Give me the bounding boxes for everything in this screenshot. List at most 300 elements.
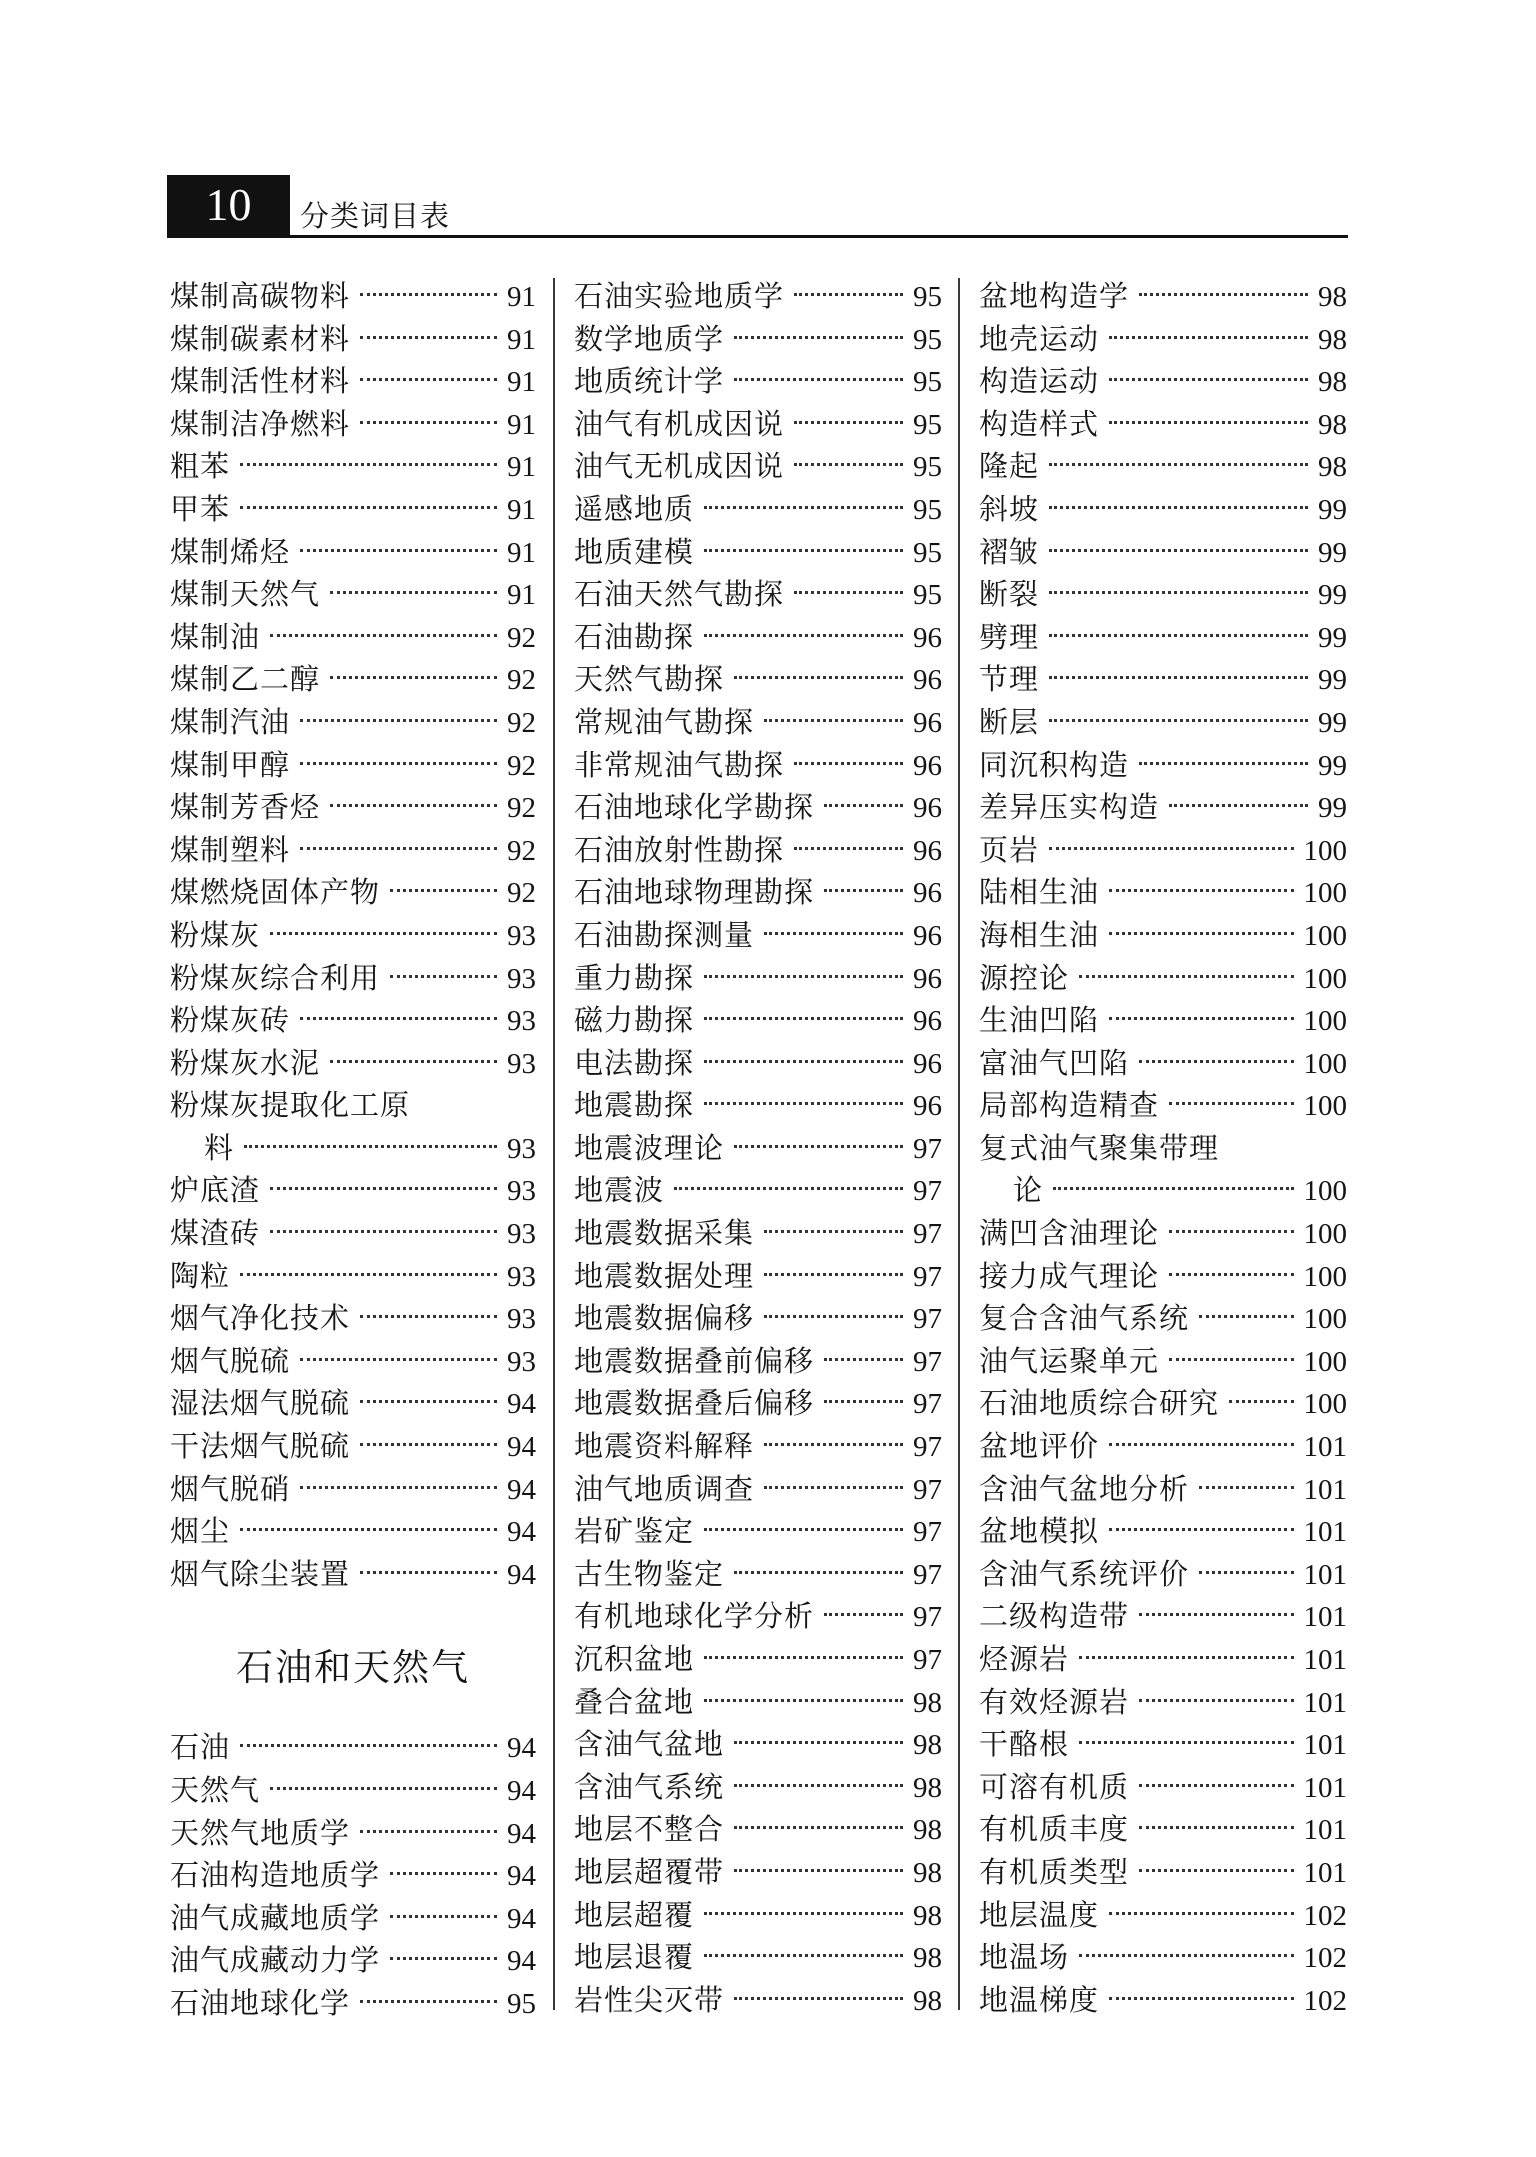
entry-page: 97 <box>913 1388 942 1421</box>
entry <box>170 1468 536 1511</box>
entry-page: 98 <box>913 1942 942 1975</box>
entry <box>574 1212 942 1255</box>
dot-leader <box>270 932 497 935</box>
dot-leader <box>240 463 497 466</box>
dot-leader <box>360 1830 497 1833</box>
dot-leader <box>330 804 497 807</box>
entry-term: 地震波理论 <box>574 1130 725 1165</box>
entry <box>979 616 1347 659</box>
entry <box>979 701 1347 744</box>
page-number: 10 <box>205 179 252 230</box>
dot-leader <box>300 762 497 765</box>
entry <box>574 1851 942 1894</box>
entry-page: 91 <box>507 451 536 484</box>
entry <box>574 275 942 318</box>
dot-leader <box>390 1915 497 1918</box>
entry-page: 98 <box>913 1814 942 1847</box>
entry <box>170 1425 536 1468</box>
entry-term: 烟尘 <box>170 1514 231 1549</box>
entry-term: 盆地构造学 <box>979 279 1130 313</box>
entry-term: 地震数据偏移 <box>574 1301 755 1336</box>
entry-page: 93 <box>507 1345 536 1378</box>
dot-leader <box>704 1912 903 1915</box>
entry <box>979 786 1347 829</box>
dot-leader <box>1169 1230 1293 1233</box>
entry <box>170 1812 536 1855</box>
entry-term: 油气成藏动力学 <box>170 1943 381 1978</box>
entry-term: 烟气净化技术 <box>170 1301 351 1336</box>
entry-term: 非常规油气勘探 <box>574 747 785 782</box>
dot-leader <box>764 1230 903 1233</box>
entry-page: 93 <box>507 1132 536 1165</box>
entry <box>979 1851 1347 1894</box>
entry-term: 地层退覆 <box>574 1940 695 1975</box>
dot-leader <box>1049 634 1308 637</box>
entry <box>574 658 942 701</box>
entry-term-line: 复式油气聚集带理 <box>979 1130 1220 1165</box>
dot-leader <box>704 1528 903 1531</box>
entry-term: 煤制高碳物料 <box>170 279 351 313</box>
entry-page: 91 <box>507 323 536 356</box>
dot-leader <box>1049 719 1308 722</box>
entry-page: 95 <box>913 408 942 441</box>
entry-page: 92 <box>507 664 536 697</box>
entry <box>170 531 536 574</box>
entry-term: 天然气 <box>170 1773 261 1807</box>
entry-term: 烟气脱硝 <box>170 1471 291 1506</box>
entry-page: 96 <box>913 962 942 995</box>
dot-leader <box>330 591 497 594</box>
entry-page: 97 <box>913 1345 942 1378</box>
entry-term: 地温场 <box>979 1940 1070 1975</box>
dot-leader <box>824 1613 903 1616</box>
entry-term: 论 <box>1013 1173 1044 1208</box>
entry-page: 101 <box>1303 1644 1347 1676</box>
dot-leader <box>1109 378 1308 381</box>
entry-term: 烃源岩 <box>979 1642 1070 1676</box>
dot-leader <box>1139 1699 1293 1702</box>
wrapped-entry <box>170 1084 536 1169</box>
entry-page: 96 <box>913 1005 942 1038</box>
entry-term: 地层不整合 <box>574 1812 725 1847</box>
entry <box>979 1766 1347 1809</box>
dot-leader <box>794 762 903 765</box>
dot-leader <box>1199 1486 1293 1489</box>
entry-term: 煤制汽油 <box>170 704 291 739</box>
dot-leader <box>1049 676 1308 679</box>
entry-term: 含油气系统评价 <box>979 1556 1190 1591</box>
entry <box>170 1939 536 1982</box>
dot-leader <box>240 1528 497 1531</box>
entry-page: 102 <box>1303 1984 1347 2017</box>
entry <box>170 1897 536 1940</box>
entry <box>979 1340 1347 1383</box>
entry <box>170 744 536 787</box>
entry-term: 有机质类型 <box>979 1854 1130 1889</box>
dot-leader <box>794 591 903 594</box>
entry-term: 常规油气勘探 <box>574 704 755 739</box>
entry <box>574 1468 942 1511</box>
entry-term: 油气运聚单元 <box>979 1343 1160 1378</box>
entry-term: 盆地评价 <box>979 1429 1100 1464</box>
entry-page: 95 <box>913 281 942 313</box>
entry-page: 98 <box>1318 366 1347 399</box>
entry-term: 粗苯 <box>170 449 231 484</box>
entry <box>574 1042 942 1085</box>
entry-term: 地震数据叠前偏移 <box>574 1343 815 1378</box>
entry <box>574 318 942 361</box>
entry-term: 有机地球化学分析 <box>574 1599 815 1634</box>
entry <box>170 1553 536 1596</box>
entry-term: 石油放射性勘探 <box>574 832 785 867</box>
entry-page: 94 <box>507 1902 536 1935</box>
entry-term: 复合含油气系统 <box>979 1301 1190 1336</box>
entry-page: 98 <box>1318 408 1347 441</box>
entry <box>979 999 1347 1042</box>
entry <box>979 1638 1347 1681</box>
entry-page: 101 <box>1303 1473 1347 1506</box>
entry-page: 94 <box>507 1516 536 1549</box>
entry-term: 差异压实构造 <box>979 790 1160 825</box>
entry-page: 99 <box>1318 621 1347 654</box>
dot-leader <box>1109 1912 1293 1915</box>
dot-leader <box>704 1656 903 1659</box>
entry-page: 97 <box>913 1303 942 1336</box>
entry-page: 99 <box>1318 664 1347 697</box>
dot-leader <box>270 1230 497 1233</box>
entry-page: 93 <box>507 1047 536 1080</box>
entry-term: 有机质丰度 <box>979 1812 1130 1847</box>
entry-term: 料 <box>204 1130 235 1165</box>
entry-term: 石油地球化学勘探 <box>574 790 815 825</box>
entry-term: 断层 <box>979 704 1040 739</box>
dot-leader <box>300 719 497 722</box>
entry-page: 93 <box>507 962 536 995</box>
entry <box>979 914 1347 957</box>
entry-page: 98 <box>913 1856 942 1889</box>
entry <box>170 445 536 488</box>
dot-leader <box>360 2000 497 2003</box>
entry <box>170 318 536 361</box>
entry <box>979 1169 1347 1212</box>
entry <box>979 1510 1347 1553</box>
entry-page: 95 <box>913 536 942 569</box>
entry-page: 96 <box>913 834 942 867</box>
dot-leader <box>1139 1784 1293 1787</box>
entry <box>170 829 536 872</box>
entry <box>574 786 942 829</box>
entry <box>574 1255 942 1298</box>
entry-term: 遥感地质 <box>574 491 695 526</box>
entry-page: 98 <box>1318 281 1347 313</box>
dot-leader <box>360 1315 497 1318</box>
entry <box>574 957 942 1000</box>
entry-page: 97 <box>913 1473 942 1506</box>
dot-leader <box>1169 804 1308 807</box>
entry-page: 99 <box>1318 493 1347 526</box>
entry-page: 99 <box>1318 749 1347 782</box>
dot-leader <box>704 549 903 552</box>
entry <box>170 786 536 829</box>
dot-leader <box>360 336 497 339</box>
entry-term: 石油地质综合研究 <box>979 1386 1220 1421</box>
entry-page: 100 <box>1303 1303 1347 1336</box>
entry <box>574 1681 942 1724</box>
dot-leader <box>360 1571 497 1574</box>
entry-page: 96 <box>913 1047 942 1080</box>
dot-leader <box>704 506 903 509</box>
entry-term: 富油气凹陷 <box>979 1045 1130 1080</box>
entry-term: 地层温度 <box>979 1897 1100 1932</box>
entry-list <box>979 1212 1347 2021</box>
dot-leader <box>360 378 497 381</box>
entry-page: 94 <box>507 1558 536 1591</box>
dot-leader <box>1079 1656 1293 1659</box>
wrapped-entry <box>979 1127 1347 1212</box>
entry <box>170 999 536 1042</box>
entry <box>979 957 1347 1000</box>
entry <box>170 1255 536 1298</box>
entry-term: 磁力勘探 <box>574 1003 695 1038</box>
entry-page: 100 <box>1303 1260 1347 1293</box>
dot-leader <box>704 1954 903 1957</box>
dot-leader <box>824 1400 903 1403</box>
dot-leader <box>390 1957 497 1960</box>
entry-term: 重力勘探 <box>574 960 695 995</box>
entry-list <box>979 275 1347 1127</box>
entry-term: 地震数据采集 <box>574 1216 755 1251</box>
dot-leader <box>1169 1358 1293 1361</box>
entry-term: 煤制烯烃 <box>170 534 291 569</box>
entry <box>574 1936 942 1979</box>
dot-leader <box>704 634 903 637</box>
entry <box>979 1681 1347 1724</box>
entry-page: 94 <box>507 1732 536 1765</box>
entry <box>574 616 942 659</box>
entry-term: 地层超覆 <box>574 1897 695 1932</box>
entry-page: 101 <box>1303 1601 1347 1634</box>
entry-term: 石油地球化学 <box>170 1985 351 2020</box>
entry <box>574 1169 942 1212</box>
dot-leader <box>360 421 497 424</box>
entry-term: 同沉积构造 <box>979 747 1130 782</box>
dot-leader <box>824 1358 903 1361</box>
entry-term: 湿法烟气脱硫 <box>170 1386 351 1421</box>
entry <box>979 1595 1347 1638</box>
entry-page: 94 <box>507 1473 536 1506</box>
entry-page: 97 <box>913 1431 942 1464</box>
entry <box>170 1854 536 1897</box>
entry-page: 96 <box>913 877 942 910</box>
dot-leader <box>300 549 497 552</box>
entry-page: 98 <box>913 1771 942 1804</box>
entry-page: 92 <box>507 834 536 867</box>
entry-term: 粉煤灰砖 <box>170 1003 291 1038</box>
entry <box>979 275 1347 318</box>
dot-leader <box>330 1060 497 1063</box>
entry-page: 94 <box>507 1388 536 1421</box>
entry-page: 102 <box>1303 1899 1347 1932</box>
entry-page: 101 <box>1303 1516 1347 1549</box>
entry-page: 100 <box>1303 1005 1347 1038</box>
entry-page: 100 <box>1303 1388 1347 1421</box>
dot-leader <box>300 1017 497 1020</box>
entry-term: 煤制碳素材料 <box>170 321 351 356</box>
entry-term: 煤制塑料 <box>170 832 291 867</box>
entry-term: 煤制洁净燃料 <box>170 406 351 441</box>
entry-term: 含油气系统 <box>574 1769 725 1804</box>
entry <box>170 1382 536 1425</box>
dot-leader <box>704 975 903 978</box>
entry <box>979 1723 1347 1766</box>
entry-term: 干酪根 <box>979 1727 1070 1762</box>
entry <box>574 488 942 531</box>
entry-term: 盆地模拟 <box>979 1514 1100 1549</box>
entry-page: 102 <box>1303 1942 1347 1975</box>
entry <box>979 1382 1347 1425</box>
dot-leader <box>824 804 903 807</box>
entry-term: 油气地质调查 <box>574 1471 755 1506</box>
entry-term: 粉煤灰 <box>170 917 261 952</box>
entry-term: 煤制乙二醇 <box>170 662 321 697</box>
entry <box>574 1766 942 1809</box>
entry-page: 97 <box>913 1175 942 1208</box>
entry-term: 含油气盆地 <box>574 1727 725 1762</box>
dot-leader <box>734 1869 903 1872</box>
dot-leader <box>360 1443 497 1446</box>
entry-page: 97 <box>913 1260 942 1293</box>
entry <box>170 1127 536 1170</box>
entry-term: 古生物鉴定 <box>574 1556 725 1591</box>
entry-page: 100 <box>1303 1218 1347 1251</box>
entry-term: 粉煤灰水泥 <box>170 1045 321 1080</box>
dot-leader <box>1139 762 1308 765</box>
dot-leader <box>794 847 903 850</box>
page-number-box <box>167 175 290 235</box>
entry <box>170 616 536 659</box>
entry <box>979 573 1347 616</box>
entry <box>574 403 942 446</box>
dot-leader <box>270 1787 497 1790</box>
entry-term: 地震资料解释 <box>574 1429 755 1464</box>
entry <box>574 871 942 914</box>
entry-term: 断裂 <box>979 577 1040 612</box>
dot-leader <box>1049 549 1308 552</box>
entry-page: 98 <box>913 1899 942 1932</box>
entry-page: 93 <box>507 1005 536 1038</box>
dot-leader <box>1079 975 1293 978</box>
entry-page: 98 <box>913 1984 942 2017</box>
entry <box>574 1894 942 1937</box>
entry-term: 石油勘探 <box>574 619 695 654</box>
dot-leader <box>244 1145 497 1148</box>
dot-leader <box>240 1273 497 1276</box>
entry-term: 劈理 <box>979 619 1040 654</box>
dot-leader <box>704 1699 903 1702</box>
entry-term: 陶粒 <box>170 1258 231 1293</box>
entry-page: 98 <box>1318 323 1347 356</box>
section-heading: 石油和天然气 <box>236 1646 470 1690</box>
entry-page: 99 <box>1318 536 1347 569</box>
entry-term: 干法烟气脱硫 <box>170 1429 351 1464</box>
dot-leader <box>794 421 903 424</box>
entry <box>574 445 942 488</box>
entry-term: 陆相生油 <box>979 875 1100 910</box>
entry-page: 96 <box>913 749 942 782</box>
entry-term: 甲苯 <box>170 491 231 526</box>
dot-leader <box>764 719 903 722</box>
entry-term: 构造样式 <box>979 406 1100 441</box>
entry-term: 生油凹陷 <box>979 1003 1100 1038</box>
dot-leader <box>1049 847 1293 850</box>
entry-page: 101 <box>1303 1431 1347 1464</box>
dot-leader <box>734 336 903 339</box>
dot-leader <box>390 889 497 892</box>
entry-term: 可溶有机质 <box>979 1769 1130 1804</box>
entry <box>979 1894 1347 1937</box>
dot-leader <box>270 634 497 637</box>
entry <box>574 1979 942 2022</box>
entry-page: 97 <box>913 1558 942 1591</box>
entry-page: 101 <box>1303 1771 1347 1804</box>
dot-leader <box>734 1997 903 2000</box>
entry-page: 91 <box>507 579 536 612</box>
dot-leader <box>1109 1017 1293 1020</box>
dot-leader <box>1109 1443 1293 1446</box>
dot-leader <box>300 1358 497 1361</box>
entry-page: 93 <box>507 1260 536 1293</box>
entry <box>979 1042 1347 1085</box>
entry-term: 地震数据叠后偏移 <box>574 1386 815 1421</box>
entry-term: 地震波 <box>574 1173 665 1208</box>
entry <box>170 1510 536 1553</box>
entry <box>979 488 1347 531</box>
entry-page: 91 <box>507 536 536 569</box>
column-2 <box>574 275 942 2021</box>
dot-leader <box>1109 889 1293 892</box>
entry-term: 页岩 <box>979 832 1040 867</box>
entry-term: 地壳运动 <box>979 321 1100 356</box>
entry-page: 100 <box>1303 834 1347 867</box>
dot-leader <box>764 1315 903 1318</box>
entry-term: 含油气盆地分析 <box>979 1471 1190 1506</box>
entry <box>979 1553 1347 1596</box>
entry-page: 95 <box>507 1987 536 2020</box>
entry-page: 100 <box>1303 1175 1347 1208</box>
entry <box>979 360 1347 403</box>
entry-term: 石油天然气勘探 <box>574 577 785 612</box>
entry-term: 煤渣砖 <box>170 1216 261 1251</box>
dot-leader <box>704 1017 903 1020</box>
entry-term: 海相生油 <box>979 917 1100 952</box>
dot-leader <box>390 1872 497 1875</box>
entry-page: 101 <box>1303 1729 1347 1762</box>
dot-leader <box>360 1400 497 1403</box>
entry-page: 100 <box>1303 1047 1347 1080</box>
entry-term: 石油勘探测量 <box>574 917 755 952</box>
entry-term: 有效烃源岩 <box>979 1684 1130 1719</box>
entry-term: 源控论 <box>979 960 1070 995</box>
dot-leader <box>794 463 903 466</box>
dot-leader <box>360 293 497 296</box>
entry-term: 油气成藏地质学 <box>170 1900 381 1935</box>
entry-term: 数学地质学 <box>574 321 725 356</box>
entry-term: 节理 <box>979 662 1040 697</box>
dot-leader <box>704 1060 903 1063</box>
entry-page: 92 <box>507 877 536 910</box>
dot-leader <box>1139 293 1308 296</box>
entry-page: 95 <box>913 323 942 356</box>
